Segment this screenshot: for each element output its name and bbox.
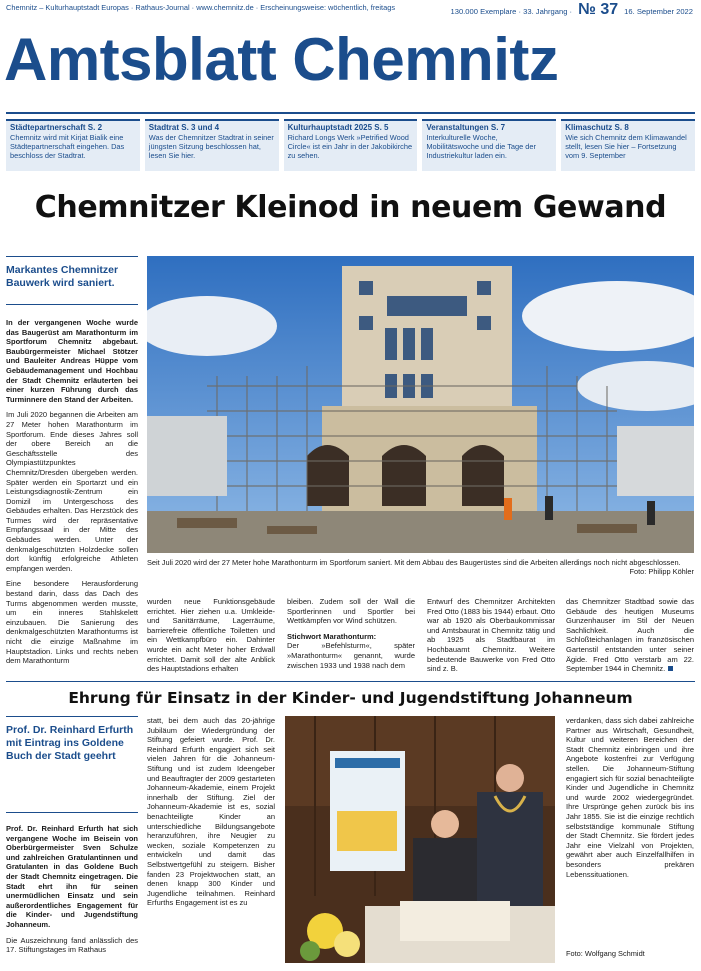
- teaser-text: Was der Chemnitzer Stadtrat in seiner jüngsten Sitzung beschlossen hat, lesen Sie hier.: [148, 133, 274, 160]
- publication-info: Chemnitz – Kulturhauptstadt Europas · Rathaus-Journal · www.chemnitz.de · Erscheinungsweise: wöchentlich, freitags: [6, 3, 396, 12]
- stichwort-subhead: Stichwort Marathonturm:: [287, 631, 377, 641]
- issue-number: № 37: [578, 1, 619, 18]
- masthead-rule: [6, 112, 695, 114]
- teaser-item[interactable]: [561, 119, 695, 171]
- issue-date: 16. September 2022: [624, 7, 693, 16]
- issue-info: [451, 1, 693, 19]
- copies-info: 130.000 Exemplare · 33. Jahrgang ·: [450, 7, 573, 16]
- article1-column-2: [147, 597, 275, 687]
- photo1-caption-text: Seit Juli 2020 wird der 27 Meter hohe Marathonturm im Sportforum saniert. Mit dem Abbau des Baugerüstes sind die Arbeiten allerdings noch nicht abgeschlossen.: [147, 558, 681, 567]
- subhead2-rule-top: [6, 716, 138, 717]
- article1-headline: Chemnitzer Kleinod in neuem Gewand: [34, 190, 667, 225]
- teaser-title: Klimaschutz S. 8: [565, 123, 629, 132]
- article2-subhead: Prof. Dr. Reinhard Erfurth mit Eintrag ins Goldene Buch der Stadt geehrt: [6, 724, 134, 762]
- teaser-title: Veranstaltungen S. 7: [426, 123, 506, 132]
- article2-lead: Prof. Dr. Reinhard Erfurth hat sich vergangene Woche im Beisein von Oberbürgermeister Sven Schulze und zahlreichen Gratulantinnen und Gratulanten in das Goldene Buch der Stadt Chemnitz eingetragen. Die Stadt ehrt ihn für seinen unermüdlichen Einsatz und sein außerordentliches Engagement für die Kinder- und Jugendstiftung Johanneum.: [6, 824, 138, 929]
- article2-column-3: [566, 716, 694, 944]
- teaser-item[interactable]: [145, 119, 279, 171]
- article1-paragraph: Im Juli 2020 begannen die Arbeiten am 27 Meter hohen Marathonturm im Sportforum. Ende dieses Jahres soll der obere Bereich an die Geschäftsstelle des Olympiastützpunktes Chemnitz/Dresden übergeben werden. Später werden ein Sportarzt und ein Leistungsdiagnostik-Zentrum ein Domizil im Untergeschoss des Gebäudes erhalten. Das Herzstück des Turmes wird der repräsentative Empfangssaal in der Mitte des Gebäudes werden. Unter der denkmalgeschützten Holzdecke sollen dort künftig erfolgreiche Athleten empfangen werden.: [6, 410, 138, 573]
- teaser-item[interactable]: [284, 119, 418, 171]
- teaser-text: Interkulturelle Woche, Mobilitätswoche und die Tage der Industriekultur laden ein.: [426, 133, 536, 160]
- golden-book-photo: [285, 716, 555, 963]
- teaser-bar: [6, 119, 695, 171]
- masthead-title: Amtsblatt Chemnitz: [4, 26, 559, 93]
- subhead-rule-top: [6, 256, 138, 257]
- article1-column-3: [287, 597, 415, 687]
- article2-column-2: [147, 716, 275, 964]
- article1-subhead: Markantes Chemnitzer Bauwerk wird saniert.: [6, 264, 119, 289]
- teaser-title: Stadtrat S. 3 und 4: [148, 123, 220, 132]
- photo2-credit: Foto: Wolfgang Schmidt: [566, 949, 645, 958]
- article1-paragraph: Eine besondere Herausforderung bestand darin, dass das Dach des Turms abgenommen werden musste, um ein inneres Stahlskelett einzubauen. Die Sanierung des denkmalgeschützten Marathonturms ist nicht die einzige Maßnahme im Hauptstadion. Links und rechts neben dem Marathonturm: [6, 579, 138, 666]
- end-mark: [668, 666, 673, 671]
- teaser-text: Chemnitz wird mit Kirjat Bialik eine Städtepartnerschaft eingehen. Das beschloss der Stadtrat.: [10, 133, 125, 160]
- article1-col3-text: bleiben. Zudem soll der Wall die Sportlerinnen und Sportler bei Wettkämpfen vor Wind schützen.: [287, 597, 415, 626]
- article2-col2-text: statt, bei dem auch das 20-jährige Jubiläum der Wiedergründung der Stiftung gefeiert wurde. Prof. Dr. Reinhard Erfurth engagiert sich seit vielen Jahren für die Johanneum-Stiftung und ist zudem Ideengeber und Beauftragter der 2009 gestarteten Johanneum-Akademie, einem Projekt innerhalb der Stiftung. Ziel der Johanneum-Akademie ist es, sozial benachteiligte Kinder an unterschiedliche Bildungsangebote heranzuführen, ihre Neugier zu wecken, soziale Kompetenzen zu entwickeln und damit das Selbstwertgefühl zu steigern. Bisher fanden 23 Projektwochen statt, an denen knapp 300 Kinder und Jugendliche teilnahmen. Reinhard Erfurths Engagement ist es zu: [147, 716, 275, 908]
- teaser-title: Kulturhauptstadt 2025 S. 5: [287, 123, 389, 132]
- section-divider: [6, 681, 695, 682]
- article1-lead: In der vergangenen Woche wurde das Baugerüst am Marathonturm im Sportforum Chemnitz abgebaut. Baubürgermeister Michael Stötzer und Bauleiter Andreas Hüppe vom Gebäudemanagement und Hochbau der Stadt Chemnitz erläuterten bei einer kurzen Führung durch das Turminnere den Stand der Arbeiten.: [6, 318, 138, 404]
- subhead2-rule-bottom: [6, 812, 138, 813]
- article2-paragraph: Die Auszeichnung fand anlässlich des 17. Stiftungstages im Rathaus: [6, 935, 138, 955]
- article1-col3-text-b: Der »Befehlsturm«, später »Marathonturm« genannt, wurde zwischen 1933 und 1938 nach dem: [287, 641, 415, 670]
- teaser-text: Richard Longs Werk »Petrified Wood Circle« ist ein Jahr in der Jakobikirche zu sehen.: [287, 133, 413, 160]
- article1-col2-text: wurden neue Funktionsgebäude errichtet. Hier ziehen u.a. Umkleide- und Sanitärräume, Lagerräume, barrierefreie öffentliche Toiletten und ein Wettkampfbüro ein. Dahinter wurde ein acht Meter hoher Erdwall errichtet. Damit soll der alte Anblick des Hauptstadions erhalten: [147, 597, 275, 674]
- article1-column-4: [427, 597, 555, 687]
- photo1-caption: [147, 558, 694, 577]
- teaser-title: Städtepartnerschaft S. 2: [10, 123, 103, 132]
- subhead-rule-bottom: [6, 304, 138, 305]
- article1-col4-text: Entwurf des Chemnitzer Architekten Fred Otto (1883 bis 1944) erbaut. Otto war ab 1920 als Oberbaukommissar und Amtsbaurat in Chemnitz tätig und ab 1925 als Stadtbaurat im Hochbauamt Chemnitz. Weitere bedeutende Bauwerke von Fred Otto sind z. B.: [427, 597, 555, 674]
- article2-column-1: [6, 824, 138, 966]
- teaser-text: Wie sich Chemnitz dem Klimawandel stellt, lesen Sie hier – Fortsetzung vom 9. September: [565, 133, 687, 160]
- teaser-item[interactable]: [422, 119, 556, 171]
- marathonturm-photo: [147, 256, 694, 553]
- article2-col3-text: verdanken, dass sich dabei zahlreiche Partner aus Wirtschaft, Gesundheit, Kultur und weiteren Bereichen der Stadt Chemnitz einbringen und ihre Angebote kostenfrei zur Verfügung stellen. Die Johanneum-Stiftung engagiert sich für sozial benachteiligte Kinder und Jugendliche in Chemnitz und wurde 2002 wiedergegründet. Ihre Ursprünge gehen zurück bis ins Jahr 1855. Sie ist die einzige rechtlich selbstständige kommunale Stiftung der Stadt Chemnitz. Sie fördert jedes Jahr eine Vielzahl von Projekten, gewährt aber auch Einzelfallhilfen in besonders prekären Lebenssituationen.: [566, 716, 694, 879]
- article1-column-1: [6, 318, 138, 682]
- photo1-credit: Foto: Philipp Köhler: [629, 567, 694, 577]
- article1-column-5: [566, 597, 694, 687]
- article2-headline: Ehrung für Einsatz in der Kinder- und Jugendstiftung Johanneum: [68, 689, 633, 707]
- article1-col5-text: das Chemnitzer Stadtbad sowie das Gebäude des heutigen Museums Gunzenhauser im Stil der Neuen Sachlichkeit. Auch die Schloßteichanlagen im französischen Gartenstil entstanden unter seiner Ägide. Fred Otto verstarb am 22. September 1944 in Chemnitz.: [566, 597, 694, 674]
- teaser-item[interactable]: [6, 119, 140, 171]
